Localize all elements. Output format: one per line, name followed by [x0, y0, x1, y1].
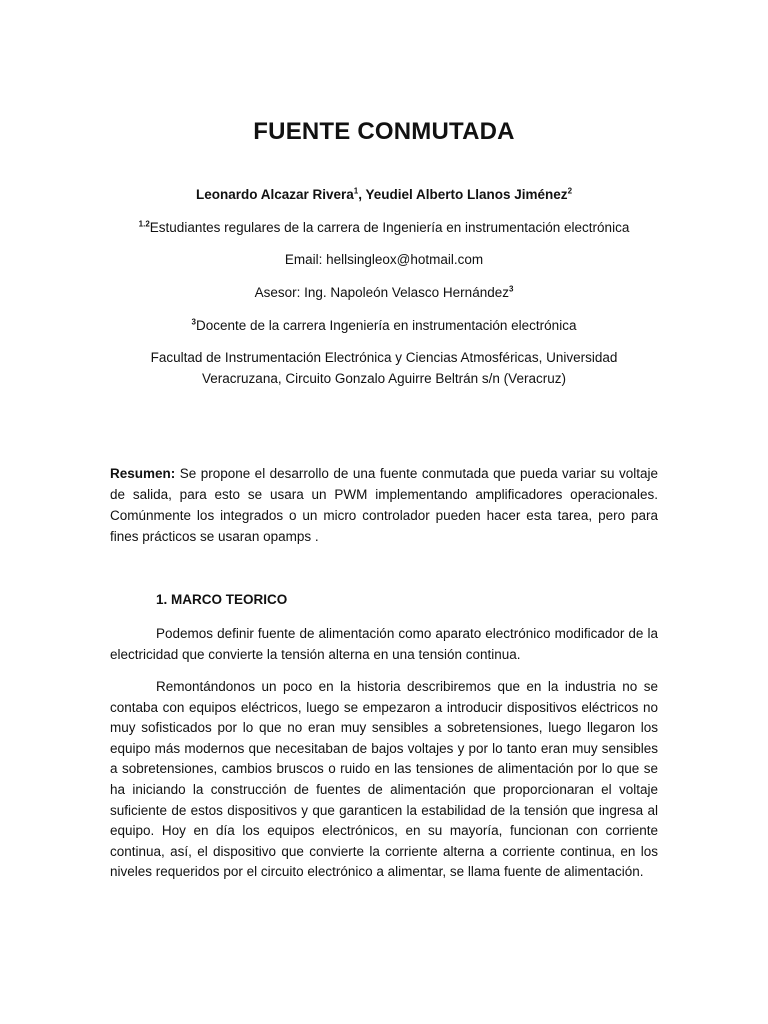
- paragraph-1: Podemos definir fuente de alimentación como aparato electrónico modificador de la electricidad que convierte la tensión alterna en una tensión continua.: [110, 626, 658, 662]
- author-1-sup: 1: [353, 186, 359, 196]
- author-2: Yeudiel Alberto Llanos Jiménez: [365, 187, 568, 202]
- teacher-sup: 3: [191, 317, 196, 327]
- advisor-text: Asesor: Ing. Napoleón Velasco Hernández: [254, 285, 509, 300]
- students-sup: 1.2: [138, 219, 150, 229]
- faculty-line-2: Veracruzana, Circuito Gonzalo Aguirre Beltrán s/n (Veracruz): [202, 371, 566, 386]
- author-1: Leonardo Alcazar Rivera: [195, 187, 354, 202]
- advisor-sup: 3: [508, 284, 514, 294]
- author-2-sup: 2: [567, 186, 573, 196]
- abstract: [110, 463, 658, 547]
- students-text: Estudiantes regulares de la carrera de Ingeniería en instrumentación electrónica: [149, 220, 630, 235]
- advisor-line: [90, 282, 678, 303]
- paragraph-2: Remontándonos un poco en la historia describiremos que en la industria no se contaba con equipos eléctricos, luego se empezaron a introducir dispositivos eléctricos no muy sofisticados por lo que no eran muy sensibles a sobretensiones, luego llegaron los equipo más modernos que necesitaban de bajos voltajes y por lo tanto eran muy sensibles a sobretensiones, cambios bruscos o ruido en las tensiones de alimentación por lo que se ha iniciando la construcción de fuentes de alimentación que proporcionaran el voltaje suficiente de estos dispositivos y que garanticen la estabilidad de la tensión que ingresa al equipo. Hoy en día los equipos electrónicos, en su mayoría, funcionan con corriente continua, así, el dispositivo que convierte la corriente alterna a corriente continua, en los niveles requeridos por el circuito electrónico a alimentar, se llama fuente de alimentación.: [110, 679, 658, 880]
- document-title: FUENTE CONMUTADA: [253, 118, 515, 145]
- students-affiliation: [90, 217, 678, 238]
- authors-line: [90, 184, 678, 205]
- email-line: Email: hellsingleox@hotmail.com: [284, 252, 484, 267]
- author-separator: ,: [358, 187, 366, 202]
- faculty-address: [90, 347, 678, 389]
- abstract-label: Resumen:: [110, 466, 176, 481]
- teacher-affiliation: [90, 315, 678, 336]
- teacher-text: Docente de la carrera Ingeniería en instrumentación electrónica: [195, 318, 577, 333]
- section-heading-marco-teorico: 1. MARCO TEORICO: [156, 592, 288, 607]
- faculty-line-1: Facultad de Instrumentación Electrónica y Ciencias Atmosféricas, Universidad: [150, 350, 618, 365]
- abstract-text: Se propone el desarrollo de una fuente conmutada que pueda variar su voltaje de salida, para esto se usara un PWM implementando amplificadores operacionales. Comúnmente los integrados o un micro controlador pueden hacer esta tarea, pero para fines prácticos se usaran opamps .: [110, 466, 658, 544]
